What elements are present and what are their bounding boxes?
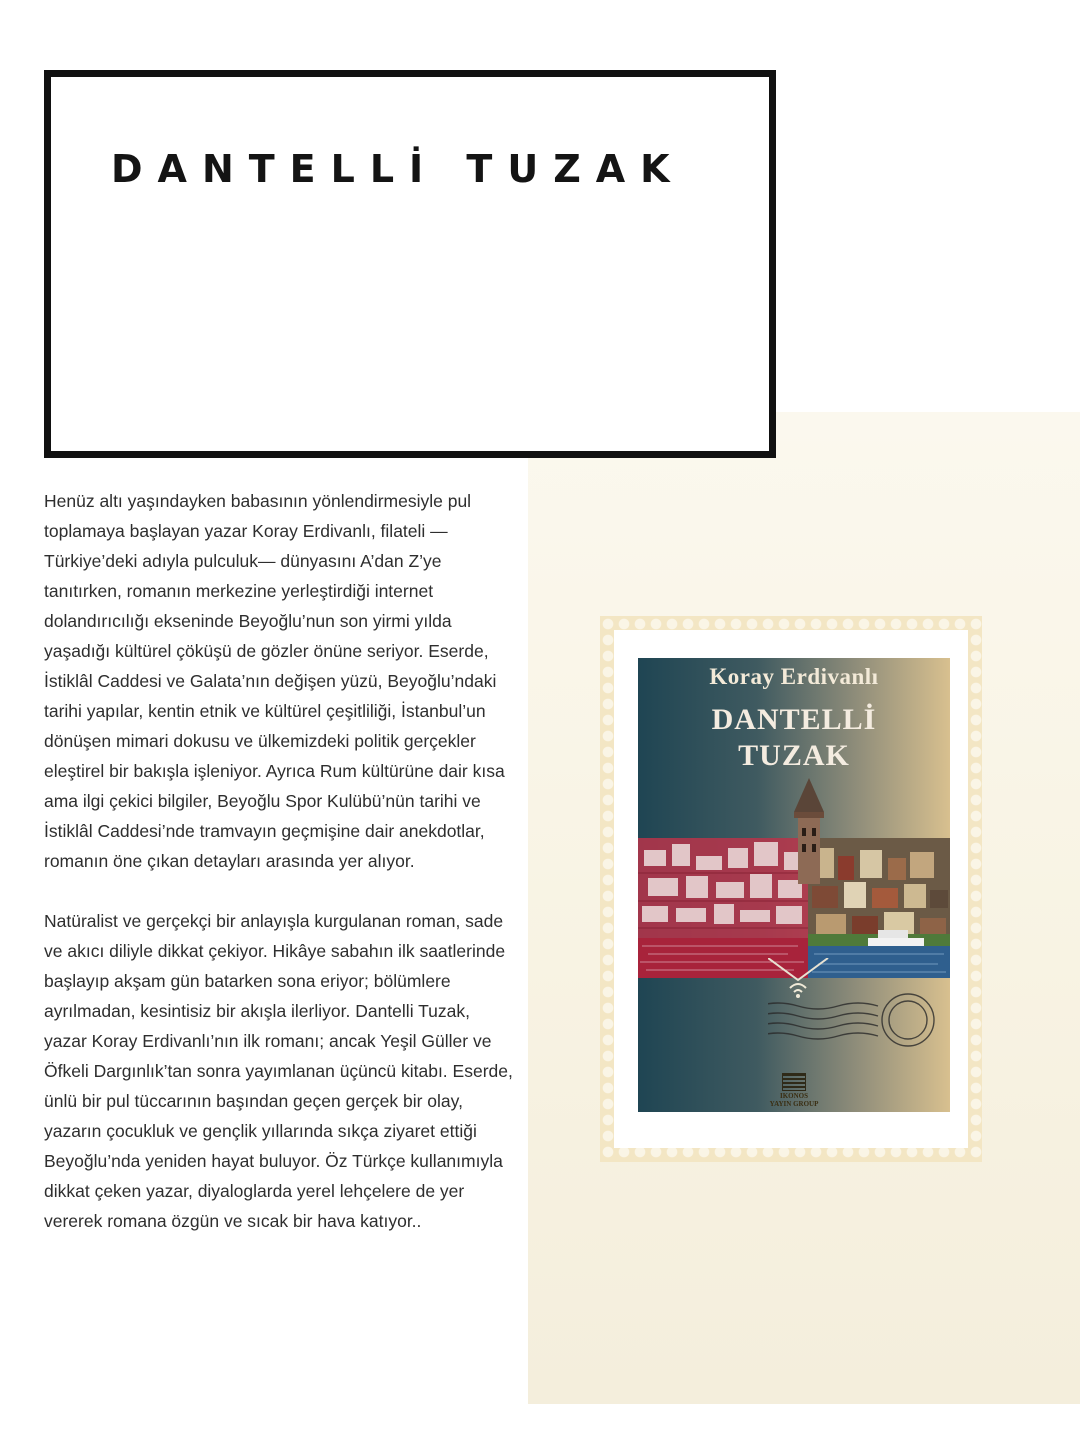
cover-author: Koray Erdivanlı	[709, 664, 879, 689]
publisher-name-line-1: IKONOS	[779, 1092, 808, 1100]
postage-stamp-frame	[600, 616, 982, 1162]
cover-title-line-2: TUZAK	[738, 739, 850, 772]
publisher-name-line-2: YAYIN GROUP	[769, 1100, 819, 1108]
title-frame	[44, 70, 776, 458]
postmark-cancellation-icon	[768, 958, 950, 1068]
publisher-logo-icon	[782, 1073, 806, 1091]
cover-title-line-1: DANTELLİ	[711, 703, 877, 736]
page-title: DANTELLİ TUZAK	[111, 147, 685, 191]
book-cover-image	[638, 658, 950, 1112]
article-body	[44, 486, 514, 1266]
paragraph-1: Henüz altı yaşındayken babasının yönlendirmesiyle pul toplamaya başlayan yazar Koray Erdivanlı, filateli —Türkiye’deki adıyla pulculuk— dünyasını A’dan Z’ye tanıtırken, romanın merkezine yerleştirdiği internet dolandırıcılığı ekseninde Beyoğlu’nun son yirmi yılda yaşadığı kültürel çöküşü de gözler önüne seriyor. Eserde, İstiklâl Caddesi ve Galata’nın değişen yüzü, Beyoğlu’ndaki tarihi yapılar, kentin etnik ve kültürel çeşitliliği, İstanbul’un dönüşen mimari dokusu ve ülkemizdeki politik gerçekler eleştirel bir bakışla işleniyor. Ayrıca Rum kültürüne dair kısa ama ilgi çekici bilgiler, Beyoğlu Spor Kulübü’nün tarihi ve İstiklâl Caddesi’nde tramvayın geçmişine dair anekdotlar, romanın öne çıkan detayları arasında yer alıyor.	[44, 491, 505, 871]
publisher-logo	[638, 1073, 950, 1108]
paragraph-2: Natüralist ve gerçekçi bir anlayışla kurgulanan roman, sade ve akıcı diliyle dikkat çekiyor. Hikâye sabahın ilk saatlerinde başlayıp akşam gün batarken sona eriyor; bölümlere ayrılmadan, kesintisiz bir akışla ilerliyor. Dantelli Tuzak, yazar Koray Erdivanlı’nın ilk romanı; ancak Yeşil Güller ve Öfkeli Dargınlık’tan sonra yayımlanan üçüncü kitabı. Eserde, ünlü bir pul tüccarının başından geçen gerçek bir olay, yazarın çocukluk ve gençlik yıllarında sıkça ziyaret ettiği Beyoğlu’nda yeniden hayat buluyor. Öz Türkçe kullanımıyla dikkat çeken yazar, diyaloglarda yerel lehçelere de yer vererek romana özgün ve sıcak bir hava katıyor..	[44, 911, 513, 1231]
cover-title	[638, 702, 950, 774]
galata-cityscape-illustration	[638, 778, 950, 978]
